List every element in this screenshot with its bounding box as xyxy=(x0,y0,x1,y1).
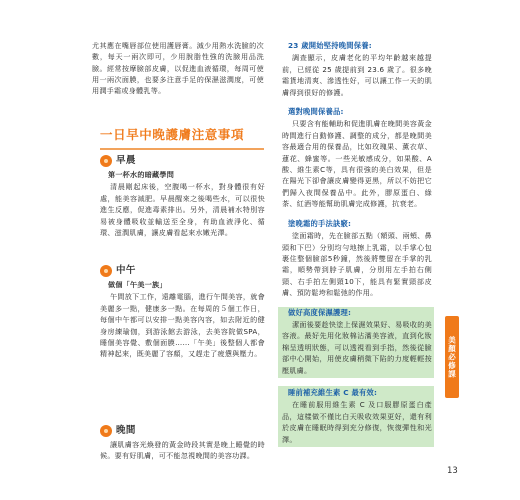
left-column xyxy=(92,40,264,96)
tip-heading: 23 歲開始堅持晚間保養: xyxy=(288,41,372,50)
tip-block-1 xyxy=(282,40,432,98)
morning-lead: 第一杯水的暗藏學問 xyxy=(108,170,175,179)
bullet-icon xyxy=(100,265,112,277)
bullet-icon xyxy=(100,155,112,167)
morning-title: 早晨 xyxy=(116,155,136,167)
tip-body: 調查顯示，皮膚老化的平均年齡越來越提前，已經從 25 歲提前到 23.6 歲了。很多晚霜貨地清爽、滲透性好，可以讓工作一天的肌膚得到很好的修護。 xyxy=(282,53,432,97)
tip-block-5 xyxy=(278,386,434,447)
tip-heading: 選對晚間保養品: xyxy=(288,107,344,117)
tip-body: 塗面霜時，先在臉部五點（額頭、兩頰、鼻頭和下巴）分別均勻地擦上乳霜，以手掌心包裹住整個臉部5秒鐘，然後將雙留在手掌的乳霜，順勢帶到脖子肌膚，分別用左手拍右側頸、右手拍左側頸10下，能具有緊實頸部皮膚、預防鬆垮和鬆弛的作用。 xyxy=(282,231,432,298)
tip-block-2 xyxy=(282,106,432,210)
noon-section xyxy=(100,265,265,360)
morning-section xyxy=(100,155,265,238)
chapter-side-tab: 美顏必修課 xyxy=(445,316,459,398)
tip-body: 只要含有能輔助和促進肌膚在晚間美容黃金時間進行自動修護、調整的成分，都是晚間美容最適合用的保養品，比如玫瑰果、薰衣草、蓮花、蜂蜜等。一些光敏感成分，如果酸、A酸、維生素C等，具有很強的美白效果，但是在陽光下卻會讓皮膚變得更黑，所以不妨把它們歸入夜間保養品中。此外，膠原蛋白、綠茶、紅酒等能幫助肌膚完成修護，抗衰老。 xyxy=(282,119,432,209)
tip-heading: 做好高度保濕護理: xyxy=(288,307,352,317)
tip-block-4 xyxy=(278,307,434,378)
noon-title: 中午 xyxy=(116,265,136,277)
intro-paragraph: 尤其應在嘴唇部位使用護唇膏。減少用熱水洗臉的次數，每天一兩次即可，少用脫脂性強的洗臉用品洗臉。經常按摩臉部皮膚，以促進血液循環，每周可使用一兩次面膜，也要多注意手足的保濕滋潤度，可使用潤手霜或身體乳等。 xyxy=(92,41,264,96)
tip-block-3 xyxy=(282,218,432,299)
tip-body: 在睡前服用維生素 C 及口服膠原蛋白產品，這樣做不僅比白天吸收效果更好，還有利於皮膚在睡眠時得到充分修復，恢復彈性和光澤。 xyxy=(282,400,432,444)
tip-heading: 塗晚霜的手法訣竅: xyxy=(288,218,352,228)
bullet-icon xyxy=(100,425,112,437)
right-column xyxy=(282,40,432,455)
tip-heading: 睡前補充維生素 C 最有效: xyxy=(288,387,378,397)
evening-body: 讓肌膚容光煥發的黃金時段其實是晚上睡覺的時候。要有好肌膚，可不能忽視晚間的美容功課。 xyxy=(100,440,265,461)
noon-body: 午間放下工作，遠離電腦，進行午間美容，就會美麗多一點，健康多一點。在每周的５個工作日，每個中午都可以安排一點美容內容，如去附近的健身房練瑜伽，到游泳館去游泳，去美容院做SPA，睡個美容覺、敷個面膜……「午美」後整個人都會精神起來，既美麗了容顏，又趕走了疲憊與壓力。 xyxy=(100,292,265,359)
noon-lead: 做個「午美一族」 xyxy=(108,280,167,289)
section-title: 一日早中晚護膚注意事項 xyxy=(100,125,264,150)
evening-section xyxy=(100,425,265,462)
page-number: 13 xyxy=(447,466,458,476)
tip-body: 潔面後要趁快塗上保濕效果好、易吸收的美容液。最好先用化妝棉沾滿美容液，直到化妝棉呈透明狀態，可以透視看到手指，然後從臉部中心開始，用使皮膚稍微下陷的力度輕輕按壓肌膚。 xyxy=(282,319,432,375)
evening-title: 晚間 xyxy=(116,425,136,437)
morning-body: 清晨剛起床後，空腹喝一杯水，對身體很有好處，能美容減肥。早晨醒來之後喝些水，可以很快進生反應，促進毒素排出。另外，清晨補水特別容易被身體吸收並輸送至全身，有助血液淨化、循環、滋潤肌膚，讓皮膚看起來水嫩光澤。 xyxy=(100,182,265,238)
